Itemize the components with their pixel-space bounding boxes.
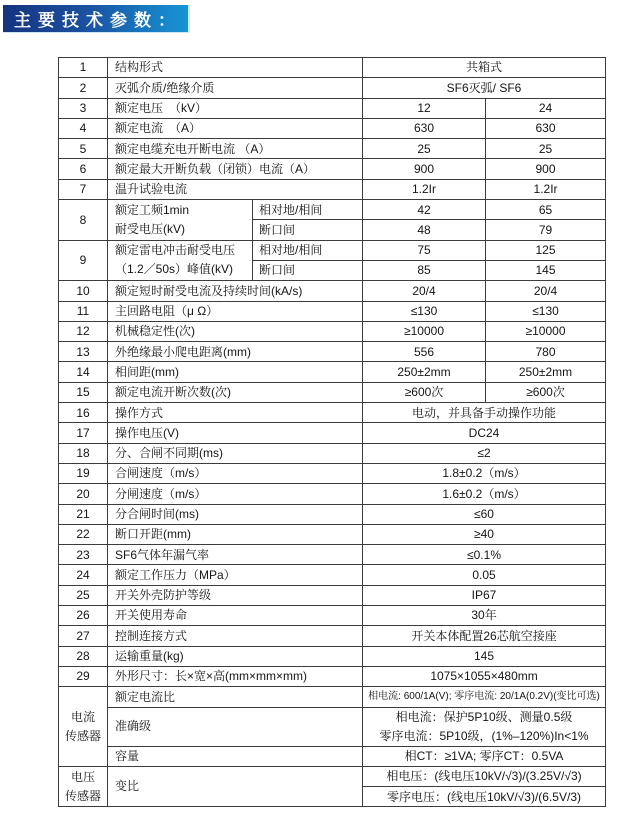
table-row <box>59 646 606 666</box>
table-row <box>59 585 606 605</box>
param-value-line1: 相电流：保护5P10级、测量0.5级 <box>395 709 573 724</box>
param-name: 控制连接方式 <box>108 626 363 646</box>
table-row <box>59 118 606 138</box>
param-name: 分合闸时间(ms) <box>108 504 363 524</box>
row-number: 17 <box>59 423 108 443</box>
param-value-12kv: 20/4 <box>363 281 486 301</box>
param-name-line2: 耐受电压(kV) <box>115 221 185 236</box>
param-name: 开关使用寿命 <box>108 606 363 626</box>
param-name-line2: （1.2／50s）峰值(kV) <box>115 262 234 277</box>
param-value-12kv: 75 <box>363 240 486 260</box>
table-row <box>59 98 606 118</box>
row-number: 3 <box>59 98 108 118</box>
table-row <box>59 524 606 544</box>
param-name: 合闸速度（m/s） <box>108 463 363 483</box>
param-name: 额定电流比 <box>108 687 363 707</box>
param-value: ≥40 <box>363 524 606 544</box>
param-name: 断口开距(mm) <box>108 524 363 544</box>
param-value: 30年 <box>363 606 606 626</box>
param-value-24kv: 25 <box>486 139 606 159</box>
param-value: IP67 <box>363 585 606 605</box>
row-number: 19 <box>59 463 108 483</box>
param-value-12kv: 12 <box>363 98 486 118</box>
param-name: 机械稳定性(次) <box>108 321 363 341</box>
param-name <box>108 200 253 241</box>
spec-table-container <box>58 57 606 807</box>
table-row <box>59 463 606 483</box>
table-row <box>59 484 606 504</box>
param-value-12kv: 85 <box>363 260 486 280</box>
table-row <box>59 687 606 707</box>
param-name: 额定最大开断负载（闭锁）电流（A） <box>108 159 363 179</box>
param-value-24kv: 125 <box>486 240 606 260</box>
table-row <box>59 545 606 565</box>
spec-table <box>58 57 606 807</box>
table-row <box>59 504 606 524</box>
param-value: 相CT：≥1VA; 零序CT：0.5VA <box>363 746 606 766</box>
table-row <box>59 403 606 423</box>
param-name: 操作方式 <box>108 403 363 423</box>
row-number: 9 <box>59 240 108 281</box>
table-row <box>59 707 606 746</box>
row-number: 16 <box>59 403 108 423</box>
sensor-group-label-line2: 传感器 <box>64 728 101 743</box>
param-name: 额定电流 （A） <box>108 118 363 138</box>
row-number: 18 <box>59 443 108 463</box>
param-value: 共箱式 <box>363 58 606 78</box>
param-name: 容量 <box>108 746 363 766</box>
table-row <box>59 746 606 766</box>
param-value: DC24 <box>363 423 606 443</box>
table-row <box>59 78 606 98</box>
param-name: 额定短时耐受电流及持续时间(kA/s) <box>108 281 363 301</box>
param-value-12kv: 42 <box>363 200 486 220</box>
param-value-12kv: 556 <box>363 342 486 362</box>
param-value-12kv: 250±2mm <box>363 362 486 382</box>
param-value-line2: 零序电流：5P10级，(1%–120%)In<1% <box>379 728 589 743</box>
param-value-24kv: 900 <box>486 159 606 179</box>
sub-param-label: 断口间 <box>253 260 363 280</box>
table-row <box>59 443 606 463</box>
param-value: ≤60 <box>363 504 606 524</box>
param-value-24kv: 65 <box>486 200 606 220</box>
param-value-12kv: 900 <box>363 159 486 179</box>
param-name: 操作电压(V) <box>108 423 363 443</box>
param-name: 分、合闸不同期(ms) <box>108 443 363 463</box>
param-value: ≤2 <box>363 443 606 463</box>
param-value-12kv: ≤130 <box>363 301 486 321</box>
sensor-group-label-line1: 电流 <box>70 709 95 724</box>
table-row <box>59 626 606 646</box>
row-number: 22 <box>59 524 108 544</box>
table-row <box>59 382 606 402</box>
param-value-12kv: 48 <box>363 220 486 240</box>
row-number: 26 <box>59 606 108 626</box>
param-name: 温升试验电流 <box>108 179 363 199</box>
param-name-line1: 额定工频1min <box>115 202 190 217</box>
param-value-24kv: 79 <box>486 220 606 240</box>
param-value-12kv: 1.2Ir <box>363 179 486 199</box>
table-row <box>59 666 606 686</box>
param-value: 电动，并具备手动操作功能 <box>363 403 606 423</box>
row-number: 14 <box>59 362 108 382</box>
row-number: 15 <box>59 382 108 402</box>
param-name: 外绝缘最小爬电距离(mm) <box>108 342 363 362</box>
row-number: 27 <box>59 626 108 646</box>
param-value-line2: 零序电压：(线电压10kV/√3)/(6.5V/3) <box>363 787 606 807</box>
param-name: 准确级 <box>108 707 363 746</box>
row-number: 21 <box>59 504 108 524</box>
table-row <box>59 200 606 220</box>
table-row <box>59 179 606 199</box>
param-value-24kv: 24 <box>486 98 606 118</box>
param-value: ≤0.1% <box>363 545 606 565</box>
sub-param-label: 相对地/相间 <box>253 240 363 260</box>
param-value: 开关本体配置26芯航空接座 <box>363 626 606 646</box>
table-row <box>59 342 606 362</box>
table-row <box>59 565 606 585</box>
param-value: SF6灭弧/ SF6 <box>363 78 606 98</box>
param-name: 主回路电阻（μ Ω） <box>108 301 363 321</box>
param-value: 145 <box>363 646 606 666</box>
param-name: 结构形式 <box>108 58 363 78</box>
param-name: 开关外壳防护等级 <box>108 585 363 605</box>
param-value-24kv: 780 <box>486 342 606 362</box>
table-row <box>59 321 606 341</box>
param-name: 灭弧介质/绝缘介质 <box>108 78 363 98</box>
sensor-group-label-voltage <box>59 766 108 807</box>
param-value: 1075×1055×480mm <box>363 666 606 686</box>
sub-param-label: 相对地/相间 <box>253 200 363 220</box>
param-value-24kv: 1.2Ir <box>486 179 606 199</box>
param-value-24kv: 250±2mm <box>486 362 606 382</box>
row-number: 5 <box>59 139 108 159</box>
param-name: SF6气体年漏气率 <box>108 545 363 565</box>
param-name: 额定电流开断次数(次) <box>108 382 363 402</box>
param-name: 运输重量(kg) <box>108 646 363 666</box>
sensor-group-label-current <box>59 687 108 767</box>
sensor-group-label-line1: 电压 <box>70 769 95 784</box>
row-number: 11 <box>59 301 108 321</box>
param-value: 相电流: 600/1A(V); 零序电流: 20/1A(0.2V)(变比可选) <box>363 687 606 707</box>
param-value-24kv: ≤130 <box>486 301 606 321</box>
row-number: 4 <box>59 118 108 138</box>
row-number: 29 <box>59 666 108 686</box>
row-number: 7 <box>59 179 108 199</box>
param-value <box>363 707 606 746</box>
table-row <box>59 281 606 301</box>
param-name: 额定工作压力（MPa） <box>108 565 363 585</box>
param-value-12kv: ≥600次 <box>363 382 486 402</box>
row-number: 2 <box>59 78 108 98</box>
table-row <box>59 362 606 382</box>
table-row <box>59 766 606 786</box>
row-number: 6 <box>59 159 108 179</box>
row-number: 1 <box>59 58 108 78</box>
param-name: 额定电压 （kV） <box>108 98 363 118</box>
param-name-line1: 额定雷电冲击耐受电压 <box>115 243 236 258</box>
table-row <box>59 606 606 626</box>
param-name: 变比 <box>108 766 363 807</box>
row-number: 24 <box>59 565 108 585</box>
param-value-12kv: 630 <box>363 118 486 138</box>
row-number: 12 <box>59 321 108 341</box>
param-value-24kv: 20/4 <box>486 281 606 301</box>
param-name: 分闸速度（m/s） <box>108 484 363 504</box>
param-name: 外形尺寸：长×宽×高(mm×mm×mm) <box>108 666 363 686</box>
param-value: 1.6±0.2（m/s） <box>363 484 606 504</box>
row-number: 25 <box>59 585 108 605</box>
param-value: 0.05 <box>363 565 606 585</box>
param-value-24kv: 630 <box>486 118 606 138</box>
table-row <box>59 58 606 78</box>
param-name <box>108 240 253 281</box>
page-title: 主要技术参数： <box>3 5 190 33</box>
row-number: 8 <box>59 200 108 241</box>
param-value: 1.8±0.2（m/s） <box>363 463 606 483</box>
row-number: 10 <box>59 281 108 301</box>
row-number: 13 <box>59 342 108 362</box>
row-number: 20 <box>59 484 108 504</box>
table-row <box>59 159 606 179</box>
param-value-24kv: ≥10000 <box>486 321 606 341</box>
param-value-24kv: 145 <box>486 260 606 280</box>
param-name: 相间距(mm) <box>108 362 363 382</box>
param-value-12kv: 25 <box>363 139 486 159</box>
param-value-24kv: ≥600次 <box>486 382 606 402</box>
row-number: 23 <box>59 545 108 565</box>
param-name: 额定电缆充电开断电流 （A） <box>108 139 363 159</box>
param-value-line1: 相电压：(线电压10kV/√3)/(3.25V/√3) <box>363 766 606 786</box>
table-row <box>59 423 606 443</box>
sensor-group-label-line2: 传感器 <box>64 788 101 803</box>
sub-param-label: 断口间 <box>253 220 363 240</box>
table-row <box>59 301 606 321</box>
table-row <box>59 139 606 159</box>
param-value-12kv: ≥10000 <box>363 321 486 341</box>
row-number: 28 <box>59 646 108 666</box>
table-row <box>59 240 606 260</box>
